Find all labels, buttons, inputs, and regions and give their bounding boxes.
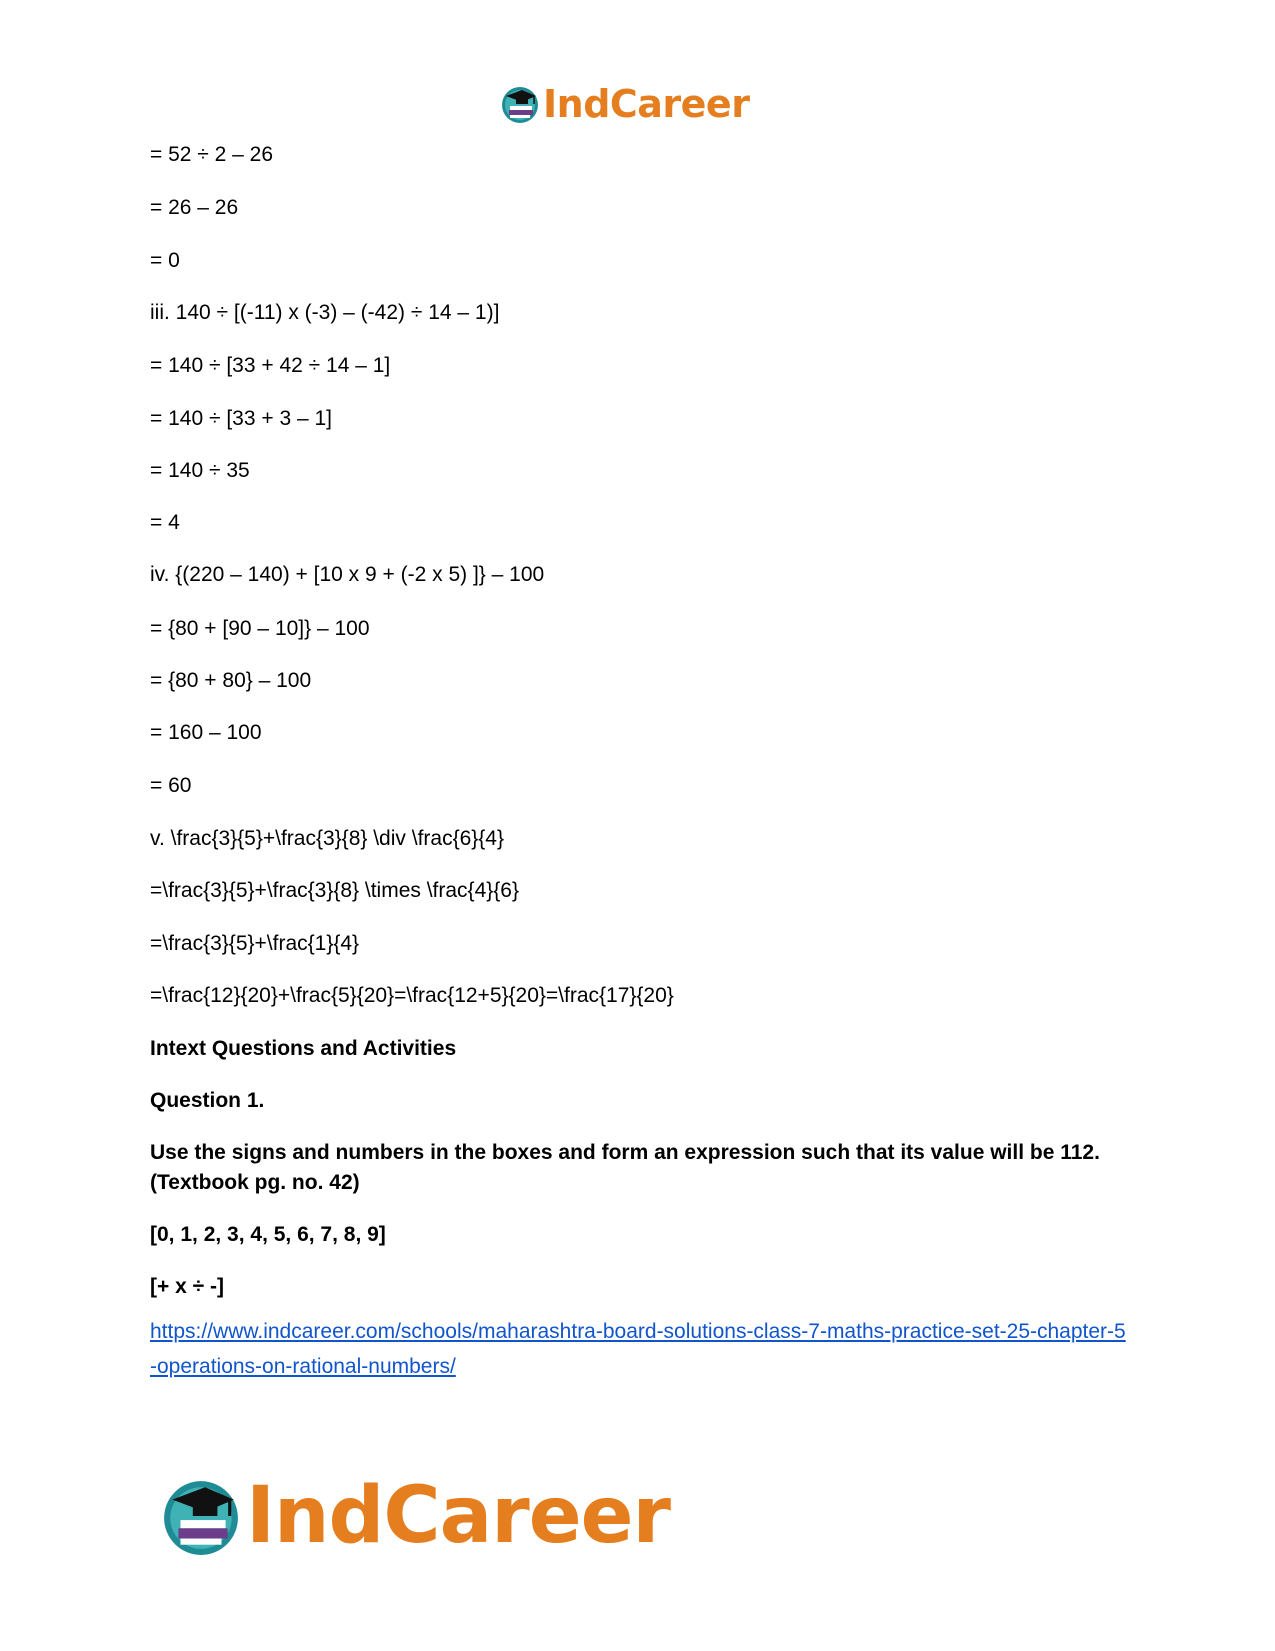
solution-line: = 4	[150, 511, 180, 534]
solution-line: iv. {(220 – 140) + [10 x 9 + (-2 x 5) ]} – 100	[150, 563, 545, 586]
solution-line: v. \frac{3}{5}+\frac{3}{8} \div \frac{6}{4}	[150, 827, 504, 850]
solution-line: = 26 – 26	[150, 196, 239, 219]
solution-line: = 160 – 100	[150, 721, 262, 744]
solution-line: =\frac{3}{5}+\frac{1}{4}	[150, 932, 360, 955]
logo-text: IndCareer	[543, 82, 750, 126]
solution-line: = 140 ÷ 35	[150, 459, 250, 482]
numbers-box: [0, 1, 2, 3, 4, 5, 6, 7, 8, 9]	[150, 1223, 386, 1246]
solution-line: = {80 + 80} – 100	[150, 669, 312, 692]
solution-line: = 52 ÷ 2 – 26	[150, 143, 274, 166]
footer-logo	[160, 1470, 670, 1562]
solution-line: iii. 140 ÷ [(-11) x (-3) – (-42) ÷ 14 – 1)]	[150, 301, 500, 324]
question-title: Question 1.	[150, 1089, 265, 1112]
solution-line: = 140 ÷ [33 + 3 – 1]	[150, 407, 332, 430]
header-logo	[500, 78, 749, 130]
graduation-cap-globe-icon	[160, 1475, 242, 1557]
signs-box: [+ x ÷ -]	[150, 1275, 224, 1298]
solution-line: = 140 ÷ [33 + 42 ÷ 14 – 1]	[150, 354, 391, 377]
question-text: Use the signs and numbers in the boxes and form an expression such that its value will be 112. (Textbook pg. no. 42)	[150, 1141, 1100, 1194]
source-link[interactable]: https://www.indcareer.com/schools/maharashtra-board-solutions-class-7-maths-practice-set-25-chapter-5-operations-on-rational-numbers/	[150, 1320, 1126, 1378]
solution-line: = 60	[150, 774, 192, 797]
solution-line: =\frac{12}{20}+\frac{5}{20}=\frac{12+5}{20}=\frac{17}{20}	[150, 984, 674, 1007]
graduation-cap-globe-icon	[500, 84, 540, 124]
solution-line: = {80 + [90 – 10]} – 100	[150, 617, 370, 640]
solution-line: =\frac{3}{5}+\frac{3}{8} \times \frac{4}{6}	[150, 879, 519, 902]
logo-text: IndCareer	[246, 1471, 670, 1561]
section-heading: Intext Questions and Activities	[150, 1037, 457, 1060]
solution-line: = 0	[150, 249, 180, 272]
